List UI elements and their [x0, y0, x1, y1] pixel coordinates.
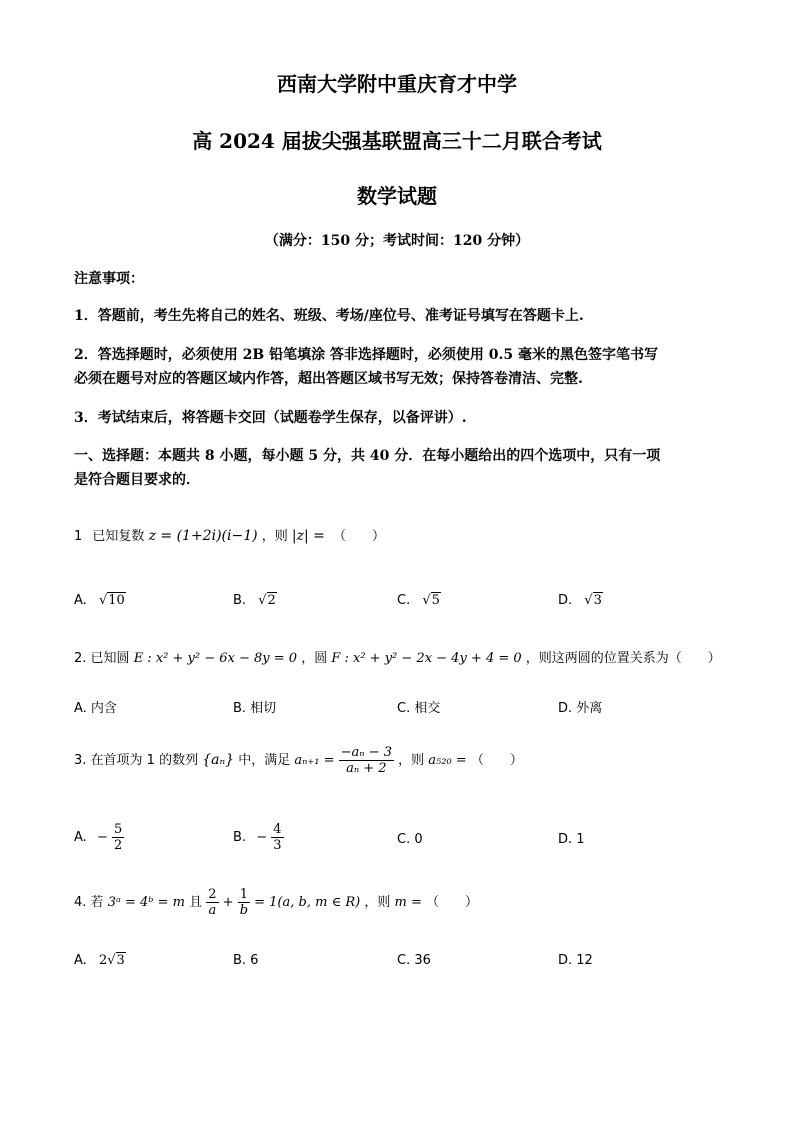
radicand: 2 [267, 593, 276, 608]
math-expression: z = (1+2i)(i−1) [148, 528, 258, 544]
section-heading-line-1: 一、选择题：本题共 8 小题，每小题 5 分，共 40 分．在每小题给出的四个选项中，只有一项 [74, 448, 661, 464]
denominator: 3 [273, 838, 282, 853]
sqrt-expression: √3 [107, 953, 125, 968]
question-text: ，圆 [301, 651, 328, 666]
question-text: 已知复数 [92, 529, 145, 544]
denominator: b [239, 903, 249, 918]
math-expression: |z| = [291, 528, 325, 544]
sqrt-expression: √10 [98, 593, 125, 608]
denominator: a [208, 903, 217, 918]
option-c[interactable]: C. 0 [397, 832, 423, 847]
question-2 [74, 647, 721, 666]
option-b[interactable]: B. 相切 [233, 701, 277, 716]
subject-title: 数学试题 [357, 184, 437, 208]
fraction [112, 822, 124, 853]
option-a[interactable] [74, 593, 126, 608]
question-4 [74, 887, 478, 918]
option-c[interactable]: C. 36 [397, 953, 431, 968]
fraction [339, 745, 394, 776]
numerator: −aₙ − 3 [340, 745, 392, 760]
coefficient: 2 [98, 953, 108, 968]
radicand: 3 [116, 953, 125, 968]
question-text: ，则 [398, 753, 425, 768]
sqrt-expression: √5 [422, 593, 440, 608]
option-b[interactable] [233, 593, 277, 608]
option-b[interactable]: B. 6 [233, 953, 259, 968]
radicand: 5 [431, 593, 440, 608]
denominator: aₙ + 2 [346, 761, 387, 776]
denominator: 2 [113, 838, 123, 853]
option-label: A. [74, 830, 87, 845]
question-1 [74, 525, 385, 544]
option-label: A. [74, 953, 87, 968]
option-d[interactable]: D. 1 [558, 832, 585, 847]
note-item-3: 3．考试结束后，将答题卡交回（试题卷学生保存，以备评讲）. [74, 410, 467, 426]
option-a[interactable]: A. 内含 [74, 701, 117, 716]
numerator: 4 [273, 822, 282, 837]
question-text: ，则这两圆的位置关系为（ ） [525, 651, 721, 666]
note-item-2-line-2: 必须在题号对应的答题区域内作答，超出答题区域书写无效；保持答卷清洁、完整. [74, 371, 583, 387]
option-label: C. [397, 593, 411, 608]
option-a[interactable] [74, 822, 124, 853]
note-item-2-line-1: 2．答选择题时，必须使用 2B 铅笔填涂 答非选择题时，必须使用 0.5 毫米的黑色签字笔书写 [74, 347, 659, 363]
question-text: ，则 [364, 895, 391, 910]
radicand: 10 [108, 593, 125, 608]
plus-sign: + [222, 895, 234, 910]
answer-blank: （ ） [470, 753, 523, 768]
minus-sign: − [256, 830, 268, 845]
option-d[interactable]: D. 12 [558, 953, 593, 968]
school-title: 西南大学附中重庆育才中学 [277, 72, 517, 96]
answer-blank: （ ） [333, 529, 386, 544]
math-expression: aₙ₊₁ = [294, 753, 335, 768]
question-text: 且 [189, 895, 203, 910]
numerator: 2 [208, 887, 217, 902]
option-d[interactable] [558, 593, 603, 608]
option-b[interactable] [233, 822, 284, 853]
numerator: 1 [239, 887, 248, 902]
sqrt-expression: √3 [584, 593, 602, 608]
exam-title: 高 2024 届拔尖强基联盟高三十二月联合考试 [192, 129, 602, 153]
minus-sign: − [96, 830, 108, 845]
option-c[interactable]: C. 相交 [397, 701, 441, 716]
question-text: 4. 若 [74, 895, 104, 910]
fraction [206, 887, 218, 918]
option-c[interactable] [397, 593, 441, 608]
math-expression: a₅₂₀ = [428, 753, 467, 768]
option-label: A. [74, 593, 87, 608]
note-item-1: 1．答题前，考生先将自己的姓名、班级、考场/座位号、准考证号填写在答题卡上. [74, 308, 584, 324]
math-expression: E : x² + y² − 6x − 8y = 0 [133, 651, 298, 666]
math-expression: F : x² + y² − 2x − 4y + 4 = 0 [331, 651, 522, 666]
math-expression: 3ᵃ = 4ᵇ = m [107, 895, 185, 910]
question-3 [74, 745, 523, 776]
math-expression: {aₙ} [202, 752, 235, 768]
option-a[interactable] [74, 953, 126, 968]
option-d[interactable]: D. 外离 [558, 701, 603, 716]
numerator: 5 [113, 822, 123, 837]
sqrt-expression: √2 [258, 593, 276, 608]
answer-blank: （ ） [425, 895, 478, 910]
option-label: D. [558, 593, 573, 608]
section-heading-line-2: 是符合题目要求的． [74, 472, 200, 488]
question-text: 3. 在首项为 1 的数列 [74, 753, 199, 768]
question-text: 中，满足 [238, 753, 291, 768]
notes-heading: 注意事项： [74, 271, 144, 287]
math-expression: = 1(a, b, m ∈ R) [254, 895, 361, 910]
math-expression: m = [394, 895, 422, 910]
exam-info: （满分：150 分；考试时间：120 分钟） [264, 233, 530, 249]
question-text: 2. 已知圆 [74, 651, 130, 666]
question-number: 1 [74, 529, 83, 544]
question-text: ，则 [261, 529, 288, 544]
radicand: 3 [593, 593, 602, 608]
option-label: B. [233, 830, 247, 845]
fraction [271, 822, 283, 853]
option-label: B. [233, 593, 247, 608]
fraction [238, 887, 250, 918]
